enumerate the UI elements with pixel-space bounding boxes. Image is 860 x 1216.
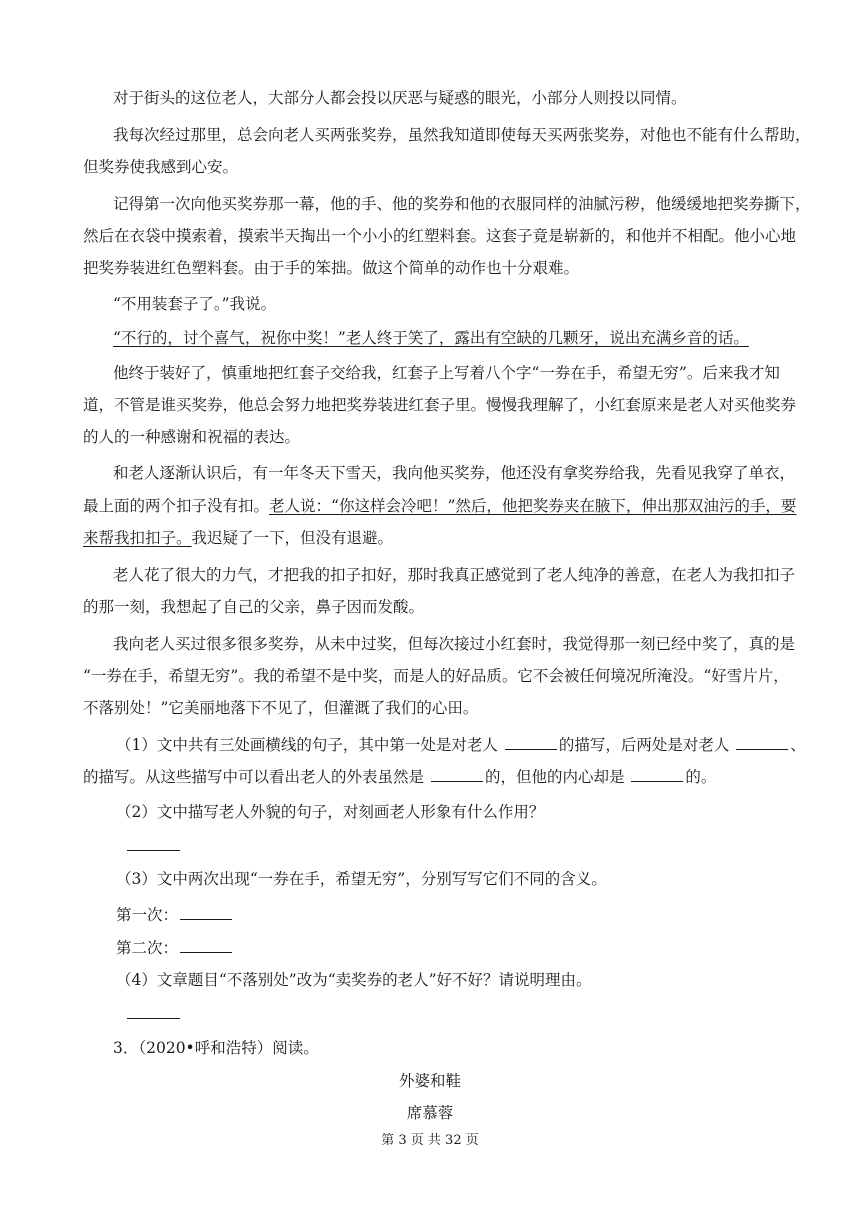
paragraph-line: 的那一刻，我想起了自己的父亲，鼻子因而发酸。: [83, 598, 425, 616]
question-2: （2）文中描写老人外貌的句子，对刻画老人形象有什么作用？: [116, 803, 545, 821]
paragraph-line: 他终于装好了，慎重地把红套子交给我，红套子上写着八个字“一券在手，希望无穷”。后来我才知: [113, 364, 780, 382]
question-text: 、: [790, 736, 806, 754]
question-4: （4）文章题目“不落别处”改为“卖奖券的老人”好不好？请说明理由。: [116, 971, 592, 989]
answer-blank[interactable]: [180, 905, 232, 920]
paragraph-line: 的人的一种感谢和祝福的表达。: [83, 428, 301, 446]
paragraph-line: 对于街头的这位老人，大部分人都会投以厌恶与疑惑的眼光，小部分人则投以同情。: [113, 89, 687, 107]
question-text: （1）文中共有三处画横线的句子，其中第一处是对老人: [116, 736, 498, 754]
paragraph-line: 记得第一次向他买奖券那一幕，他的手、他的奖券和他的衣服同样的油腻污秽，他缓缓地把奖券撕下，: [113, 195, 811, 213]
question-text: 的，但他的内心却是: [484, 768, 625, 786]
answer-line[interactable]: [127, 1017, 180, 1019]
answer-blank[interactable]: [505, 735, 557, 750]
answer-blank[interactable]: [631, 767, 683, 782]
paragraph-line: [83, 528, 783, 548]
question-1-line: [116, 735, 816, 755]
answer-blank[interactable]: [431, 767, 483, 782]
underlined-sentence: 老人说：“你这样会冷吧！”然后，他把奖券夹在腋下，伸出那双油污的手，要: [269, 497, 797, 515]
paragraph-line: 不落别处！”它美丽地落下不见了，但灌溉了我们的心田。: [83, 699, 479, 717]
answer-line[interactable]: [127, 849, 180, 851]
page-number: 第 3 页 共 32 页: [381, 1133, 479, 1148]
question-3-first: [116, 905, 816, 925]
question-text: 的。: [685, 768, 717, 786]
paragraph-line: 道，不管是谁买奖券，他总会努力地把奖券装进红套子里。慢慢我理解了，小红套原来是老人对买他奖券: [83, 396, 797, 414]
paragraph-line: 和老人逐渐认识后，有一年冬天下雪天，我向他买奖券，他还没有拿奖券给我，先看见我穿了单衣，: [113, 464, 796, 482]
paragraph-line: 老人花了很大的力气，才把我的扣子扣好，那时我真正感觉到了老人纯净的善意，在老人为我扣扣子: [113, 566, 796, 584]
plain-text: 我迟疑了一下，但没有退避。: [191, 529, 394, 547]
article-title: 外婆和鞋: [398, 1072, 461, 1090]
paragraph-line: 但奖券使我感到心安。: [83, 158, 239, 176]
answer-blank[interactable]: [180, 938, 232, 953]
paragraph-line: 我向老人买过很多很多奖券，从未中过奖，但每次接过小红套时，我觉得那一刻已经中奖了，真的是: [113, 635, 796, 653]
question-text: 的描写，后两处是对老人: [558, 736, 730, 754]
paragraph-line: 把奖券装进红色塑料套。由于手的笨拙。做这个简单的动作也十分艰难。: [83, 259, 580, 277]
paragraph-line: [83, 496, 797, 516]
underlined-sentence: “不行的，讨个喜气，祝你中奖！”老人终于笑了，露出有空缺的几颗牙，说出充满乡音的话。: [113, 329, 749, 347]
question-1-line: [83, 767, 783, 787]
item-3-heading: 3．（2020•呼和浩特）阅读。: [113, 1039, 319, 1057]
question-3-second: [116, 938, 816, 958]
question-text: 的描写。从这些描写中可以看出老人的外表虽然是: [83, 768, 425, 786]
article-author: 席慕蓉: [406, 1104, 454, 1122]
question-3: （3）文中两次出现“一券在手，希望无穷”，分别写写它们不同的含义。: [116, 870, 607, 888]
paragraph-line: “一券在手，希望无穷”。我的希望不是中奖，而是人的好品质。它不会被任何境况所淹没。“好雪片片，: [83, 667, 789, 685]
label: 第二次：: [116, 939, 179, 957]
paragraph-line: 然后在衣袋中摸索着，摸索半天掏出一个小小的红塑料套。这套子竟是崭新的，和他并不相配。他小心地: [83, 227, 797, 245]
answer-blank[interactable]: [736, 735, 788, 750]
underlined-sentence: 来帮我扣扣子。: [83, 529, 192, 547]
plain-text: 最上面的两个扣子没有扣。: [83, 497, 270, 515]
paragraph-line: 我每次经过那里，总会向老人买两张奖券，虽然我知道即使每天买两张奖券，对他也不能有什么帮助，: [113, 126, 811, 144]
label: 第一次：: [116, 906, 179, 924]
paragraph-line: “不用装套子了。”我说。: [113, 295, 277, 313]
